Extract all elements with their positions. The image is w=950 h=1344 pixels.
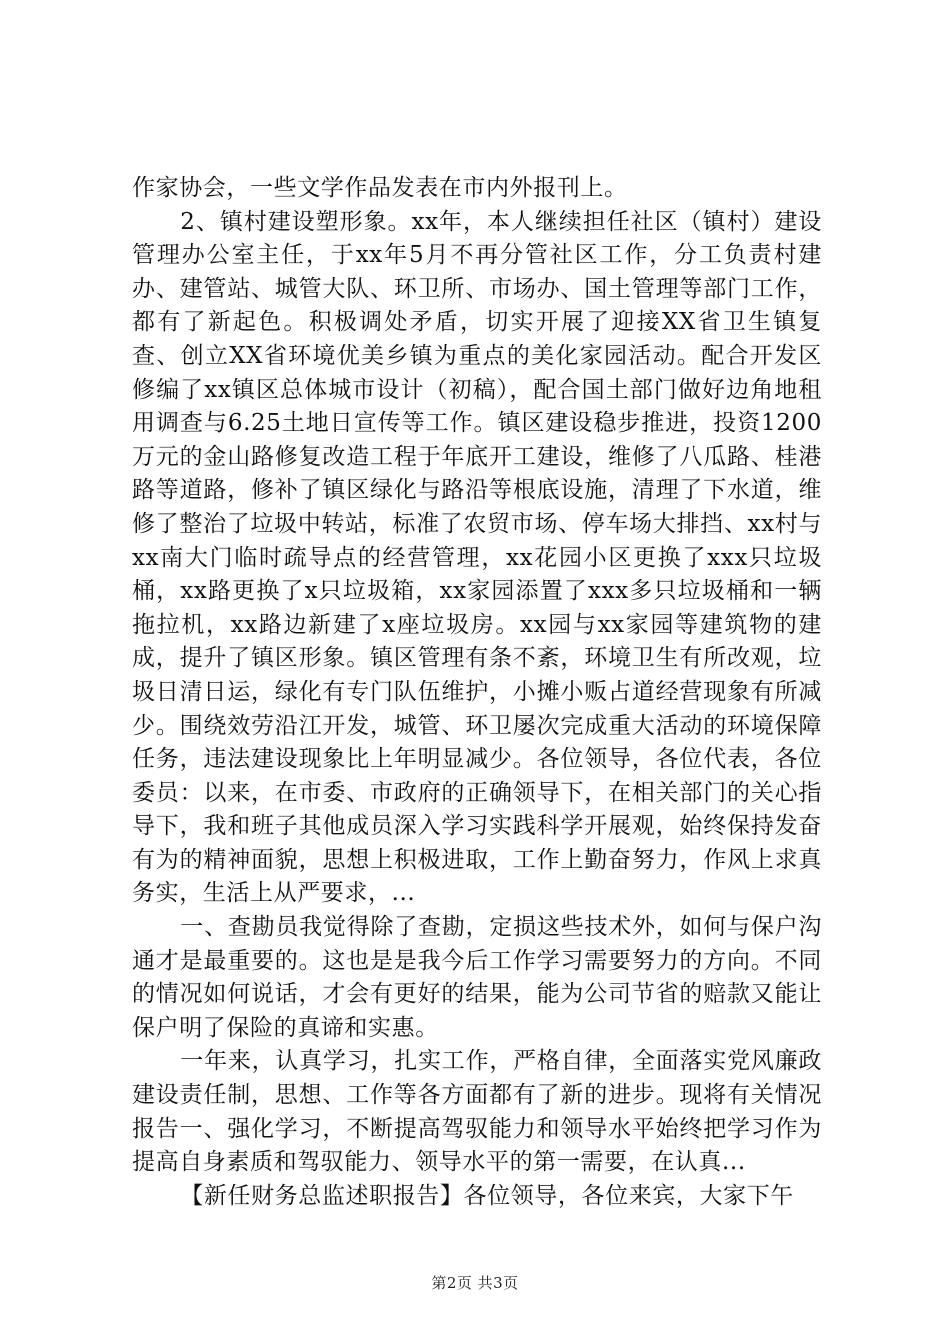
document-body bbox=[132, 172, 822, 1213]
paragraph-5: 【新任财务总监述职报告】各位领导，各位来宾，大家下午 bbox=[180, 1182, 794, 1209]
page-number-footer: 第2页 共3页 bbox=[431, 1274, 519, 1292]
paragraph-4: 一年来，认真学习，扎实工作，严格自律，全面落实党风廉政建设责任制，思想、工作等各方面都有了新的进步。现将有关情况报告一、强化学习，不断提高驾驭能力和领导水平始终把学习作为提高自身素质和驾驭能力、领导水平的第一需要，在认真... bbox=[132, 1048, 822, 1176]
paragraph-3: 一、查勘员我觉得除了查勘，定损这些技术外，如何与保户沟通才是最重要的。这也是是我今后工作学习需要努力的方向。不同的情况如何说话，才会有更好的结果，能为公司节省的赔款又能让保户明了保险的真谛和实惠。 bbox=[132, 914, 822, 1041]
paragraph-1: 作家协会，一些文学作品发表在市内外报刊上。 bbox=[132, 175, 628, 201]
paragraph-2: 2、镇村建设塑形象。xx年，本人继续担任社区（镇村）建设管理办公室主任，于xx年5月不再分管社区工作，分工负责村建办、建管站、城管大队、环卫所、市场办、国土管理等部门工作，都有了新起色。积极调处矛盾，切实开展了迎接XX省卫生镇复查、创立XX省环境优美乡镇为重点的美化家园活动。配合开发区修编了xx镇区总体城市设计（初稿），配合国土部门做好边角地租用调查与6.25土地日宣传等工作。镇区建设稳步推进，投资1200万元的金山路修复改造工程于年底开工建设，维修了八瓜路、桂港路等道路，修补了镇区绿化与路沿等根底设施，清理了下水道，维修了整治了垃圾中转站，标准了农贸市场、停车场大排挡、xx村与xx南大门临时疏导点的经营管理，xx花园小区更换了xxx只垃圾桶，xx路更换了x只垃圾箱，xx家园添置了xxx多只垃圾桶和一辆拖拉机，xx路边新建了x座垃圾房。xx园与xx家园等建筑物的建成，提升了镇区形象。镇区管理有条不紊，环境卫生有所改观，垃圾日清日运，绿化有专门队伍维护，小摊小贩占道经营现象有所减少。围绕效劳沿江开发，城管、环卫屡次完成重大活动的环境保障任务，违法建设现象比上年明显减少。各位领导，各位代表，各位委员：以来，在市委、市政府的正确领导下，在相关部门的关心指导下，我和班子其他成员深入学习实践科学开展观，始终保持发奋有为的精神面貌，思想上积极进取，工作上勤奋努力，作风上求真务实，生活上从严要求，... bbox=[132, 208, 822, 907]
